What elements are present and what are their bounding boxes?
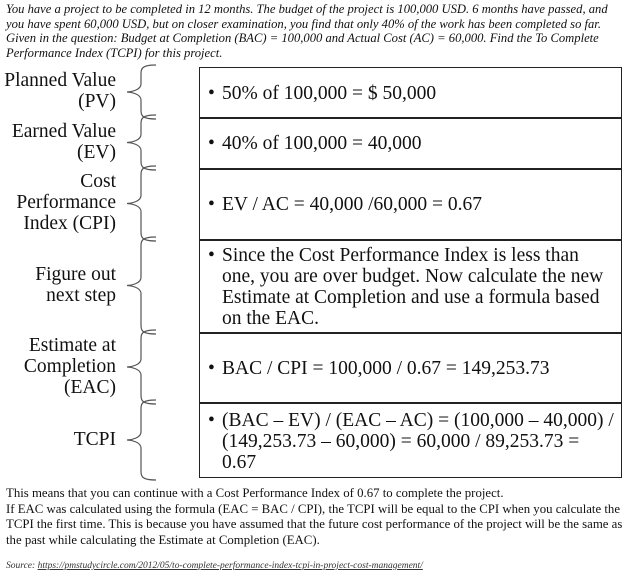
table-row <box>200 168 621 239</box>
problem-statement: You have a project to be completed in 12 months. The budget of the project is 100,000 USD. 6 months have passed, and you have spent 60,000 USD, but on closer examination, you find that only 40% of the work has been completed so far. Given in the question: Budget at Completion (BAC) = 100,000 and Actual Cost (AC) = 60,000. Find the To Complete Performance Index (TCPI) for this project. <box>6 2 608 60</box>
row-text: 50% of 100,000 = $ 50,000 <box>222 82 437 104</box>
row-label <box>0 335 116 398</box>
calculation-table <box>199 67 622 478</box>
table-row <box>200 117 621 168</box>
bullet: • <box>208 244 215 266</box>
row-label <box>0 121 116 163</box>
row-label-line: Index (CPI) <box>23 213 116 234</box>
row-text: EV / AC = 40,000 /60,000 = 0.67 <box>222 194 482 215</box>
row-label-line: Performance <box>16 192 116 213</box>
table-row <box>200 402 621 478</box>
row-content <box>208 83 436 104</box>
row-content <box>208 133 422 154</box>
row-label-line: (EV) <box>77 141 116 163</box>
bullet: • <box>208 357 215 379</box>
bullet: • <box>208 133 215 154</box>
row-label <box>0 171 116 234</box>
curly-brace-icon <box>127 115 156 170</box>
row-label <box>0 264 116 306</box>
row-label-line: TCPI <box>73 428 116 450</box>
row-label <box>0 429 116 450</box>
row-text: 40% of 100,000 = 40,000 <box>222 133 422 154</box>
source-link[interactable]: https://pmstudycircle.com/2012/05/to-complete-performance-index-tcpi-in-project-cost-management/ <box>37 561 423 571</box>
row-label <box>0 70 116 112</box>
table-row <box>200 239 621 332</box>
row-label-line: Cost <box>80 171 116 192</box>
source-prefix: Source: <box>6 561 38 571</box>
row-label-line: Figure out <box>35 263 116 285</box>
curly-brace-icon <box>127 237 156 334</box>
row-text: BAC / CPI = 100,000 / 0.67 = 149,253.73 <box>222 357 550 379</box>
row-text: Since the Cost Performance Index is less than one, you are over budget. Now calculate the new Estimate at Completion and use a formula based on the EAC. <box>222 244 604 329</box>
curly-brace-icon <box>127 65 156 119</box>
row-content <box>208 410 615 473</box>
table-row <box>200 68 621 118</box>
row-label-line: (PV) <box>78 91 116 112</box>
row-content <box>208 358 550 379</box>
source-citation <box>6 561 423 571</box>
row-text: (BAC – EV) / (EAC – AC) = (100,000 – 40,000) / (149,253.73 – 60,000) = 60,000 / 89,253.73 = 0.67 <box>222 409 614 473</box>
row-label-line: Earned Value <box>11 120 116 142</box>
explanation-line-1: This means that you can continue with a Cost Performance Index of 0.67 to complete the project. <box>6 486 504 500</box>
table-row <box>200 332 621 402</box>
row-label-line: (EAC) <box>64 376 116 398</box>
row-label-line: Estimate at <box>28 334 116 356</box>
row-label-line: next step <box>46 284 116 306</box>
curly-brace-icon <box>127 400 156 480</box>
explanation-line-2: If EAC was calculated using the formula (EAC = BAC / CPI), the TCPI will be equal to the CPI when you calculate the TCPI the first time. This is because you have assumed that the future cost performance of the project will be the same as the past while calculating the Estimate at Completion (EAC). <box>6 501 623 547</box>
row-content <box>208 245 615 329</box>
row-content <box>208 194 482 215</box>
explanation <box>6 486 628 548</box>
bullet: • <box>208 194 215 215</box>
curly-brace-icon <box>127 166 156 241</box>
row-label-line: Completion <box>23 355 116 377</box>
row-label-line: Planned Value <box>4 70 116 91</box>
bullet: • <box>208 82 215 104</box>
curly-brace-icon <box>127 330 156 404</box>
bullet: • <box>208 409 215 431</box>
